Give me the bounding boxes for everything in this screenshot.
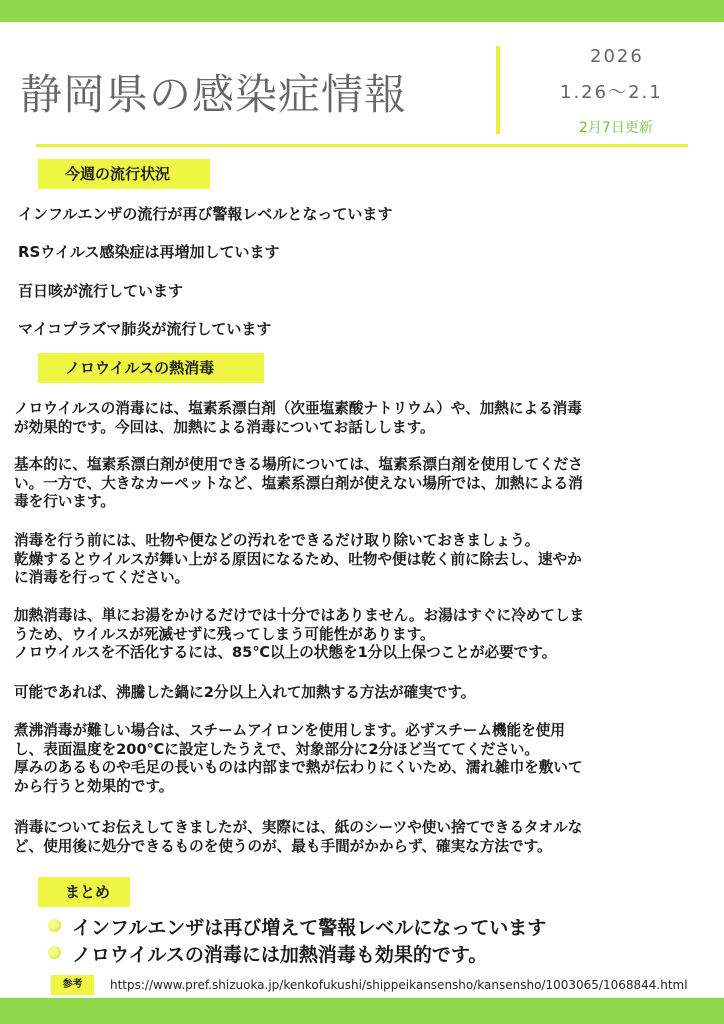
section-heading-summary: まとめ: [38, 877, 130, 907]
paragraph-line: うため、ウイルスが死滅せずに残ってしまう可能性があります。: [14, 625, 435, 643]
paragraph-line: し、表面温度を200℃に設定したうえで、対象部分に2分ほど当ててください。: [14, 740, 540, 758]
paragraph-cleanup: [14, 532, 704, 588]
paragraph-steam-iron: [14, 722, 704, 796]
paragraph-line: に消毒を行ってください。: [14, 569, 190, 587]
section-heading-noro: ノロウイルスの熱消毒: [38, 353, 264, 383]
summary-bullet-text: ノロウイルスの消毒には加熱消毒も効果的です。: [72, 944, 488, 966]
header-divider-horizontal: [36, 144, 688, 147]
paragraph-line: 毒を行います。: [14, 493, 115, 511]
status-item: 百日咳が流行しています: [18, 282, 184, 300]
summary-bullet-text: インフルエンザは再び増えて警報レベルになっています: [72, 917, 547, 939]
paragraph-line: 消毒を行う前には、吐物や便などの汚れをできるだけ取り除いておきましょう。: [14, 532, 540, 549]
bullet-dot-icon: [48, 919, 61, 932]
paragraph-line: ど、使用後に処分できるものを使うのが、最も手間がかからず、確実な方法です。: [14, 837, 552, 855]
reference-label: 参考: [51, 975, 94, 995]
page-title: 静岡県の感染症情報: [20, 70, 408, 119]
bottom-green-band: [0, 998, 724, 1024]
paragraph-line: ノロウイルスの消毒には、塩素系漂白剤（次亜塩素酸ナトリウム）や、加熱による消毒: [14, 400, 582, 417]
status-item: インフルエンザの流行が再び警報レベルとなっています: [18, 205, 393, 223]
paragraph-line: から行うと効果的です。: [14, 777, 174, 795]
paragraph-line: 可能であれば、沸騰した鍋に2分以上入れて加熱する方法が確実です。: [14, 684, 476, 701]
paragraph-line: 基本的に、塩素系漂白剤が使用できる場所については、塩素系漂白剤を使用してくださ: [14, 456, 583, 473]
updated-date: 2月7日更新: [579, 120, 653, 136]
report-year: 2026: [590, 46, 644, 67]
report-period: 1.26～2.1: [560, 82, 663, 103]
paragraph-line: 加熱消毒は、単にお湯をかけるだけでは十分ではありません。お湯はすぐに冷めてしま: [14, 607, 585, 624]
paragraph-line: 消毒についてお伝えしてきましたが、実際には、紙のシーツや使い捨てできるタオルな: [14, 819, 583, 836]
top-green-band: [0, 0, 724, 22]
paragraph-line: 厚みのあるものや毛足の長いものは内部まで熱が伝わりにくいため、濡れ雑巾を敷いて: [14, 759, 583, 777]
paragraph-line: い。一方で、大きなカーペットなど、塩素系漂白剤が使えない場所では、加熱による消: [14, 474, 583, 492]
paragraph-bleach: [14, 456, 704, 512]
status-item: RSウイルス感染症は再増加しています: [18, 243, 280, 261]
reference-link[interactable]: https://www.pref.shizuoka.jp/kenkofukushi/shippeikansensho/kansensho/1003065/1068844.html: [110, 978, 688, 992]
status-item: マイコプラズマ肺炎が流行しています: [18, 320, 272, 338]
paragraph-intro: [14, 400, 704, 437]
section-heading-weekly: 今週の流行状況: [38, 159, 210, 189]
paragraph-line: ノロウイルスを不活化するには、85℃以上の状態を1分以上保つことが必要です。: [14, 644, 557, 662]
bullet-dot-icon: [48, 946, 61, 959]
paragraph-line: が効果的です。今回は、加熱による消毒についてお話しします。: [14, 418, 435, 436]
paragraph-boiling: [14, 684, 704, 703]
paragraph-disposable: [14, 819, 704, 856]
paragraph-line: 煮沸消毒が難しい場合は、スチームアイロンを使用します。必ずスチーム機能を使用: [14, 722, 565, 739]
paragraph-heat: [14, 607, 704, 663]
paragraph-line: 乾燥するとウイルスが舞い上がる原因になるため、吐物や便は乾く前に除去し、速やか: [14, 550, 582, 568]
header-divider-vertical: [496, 46, 500, 134]
